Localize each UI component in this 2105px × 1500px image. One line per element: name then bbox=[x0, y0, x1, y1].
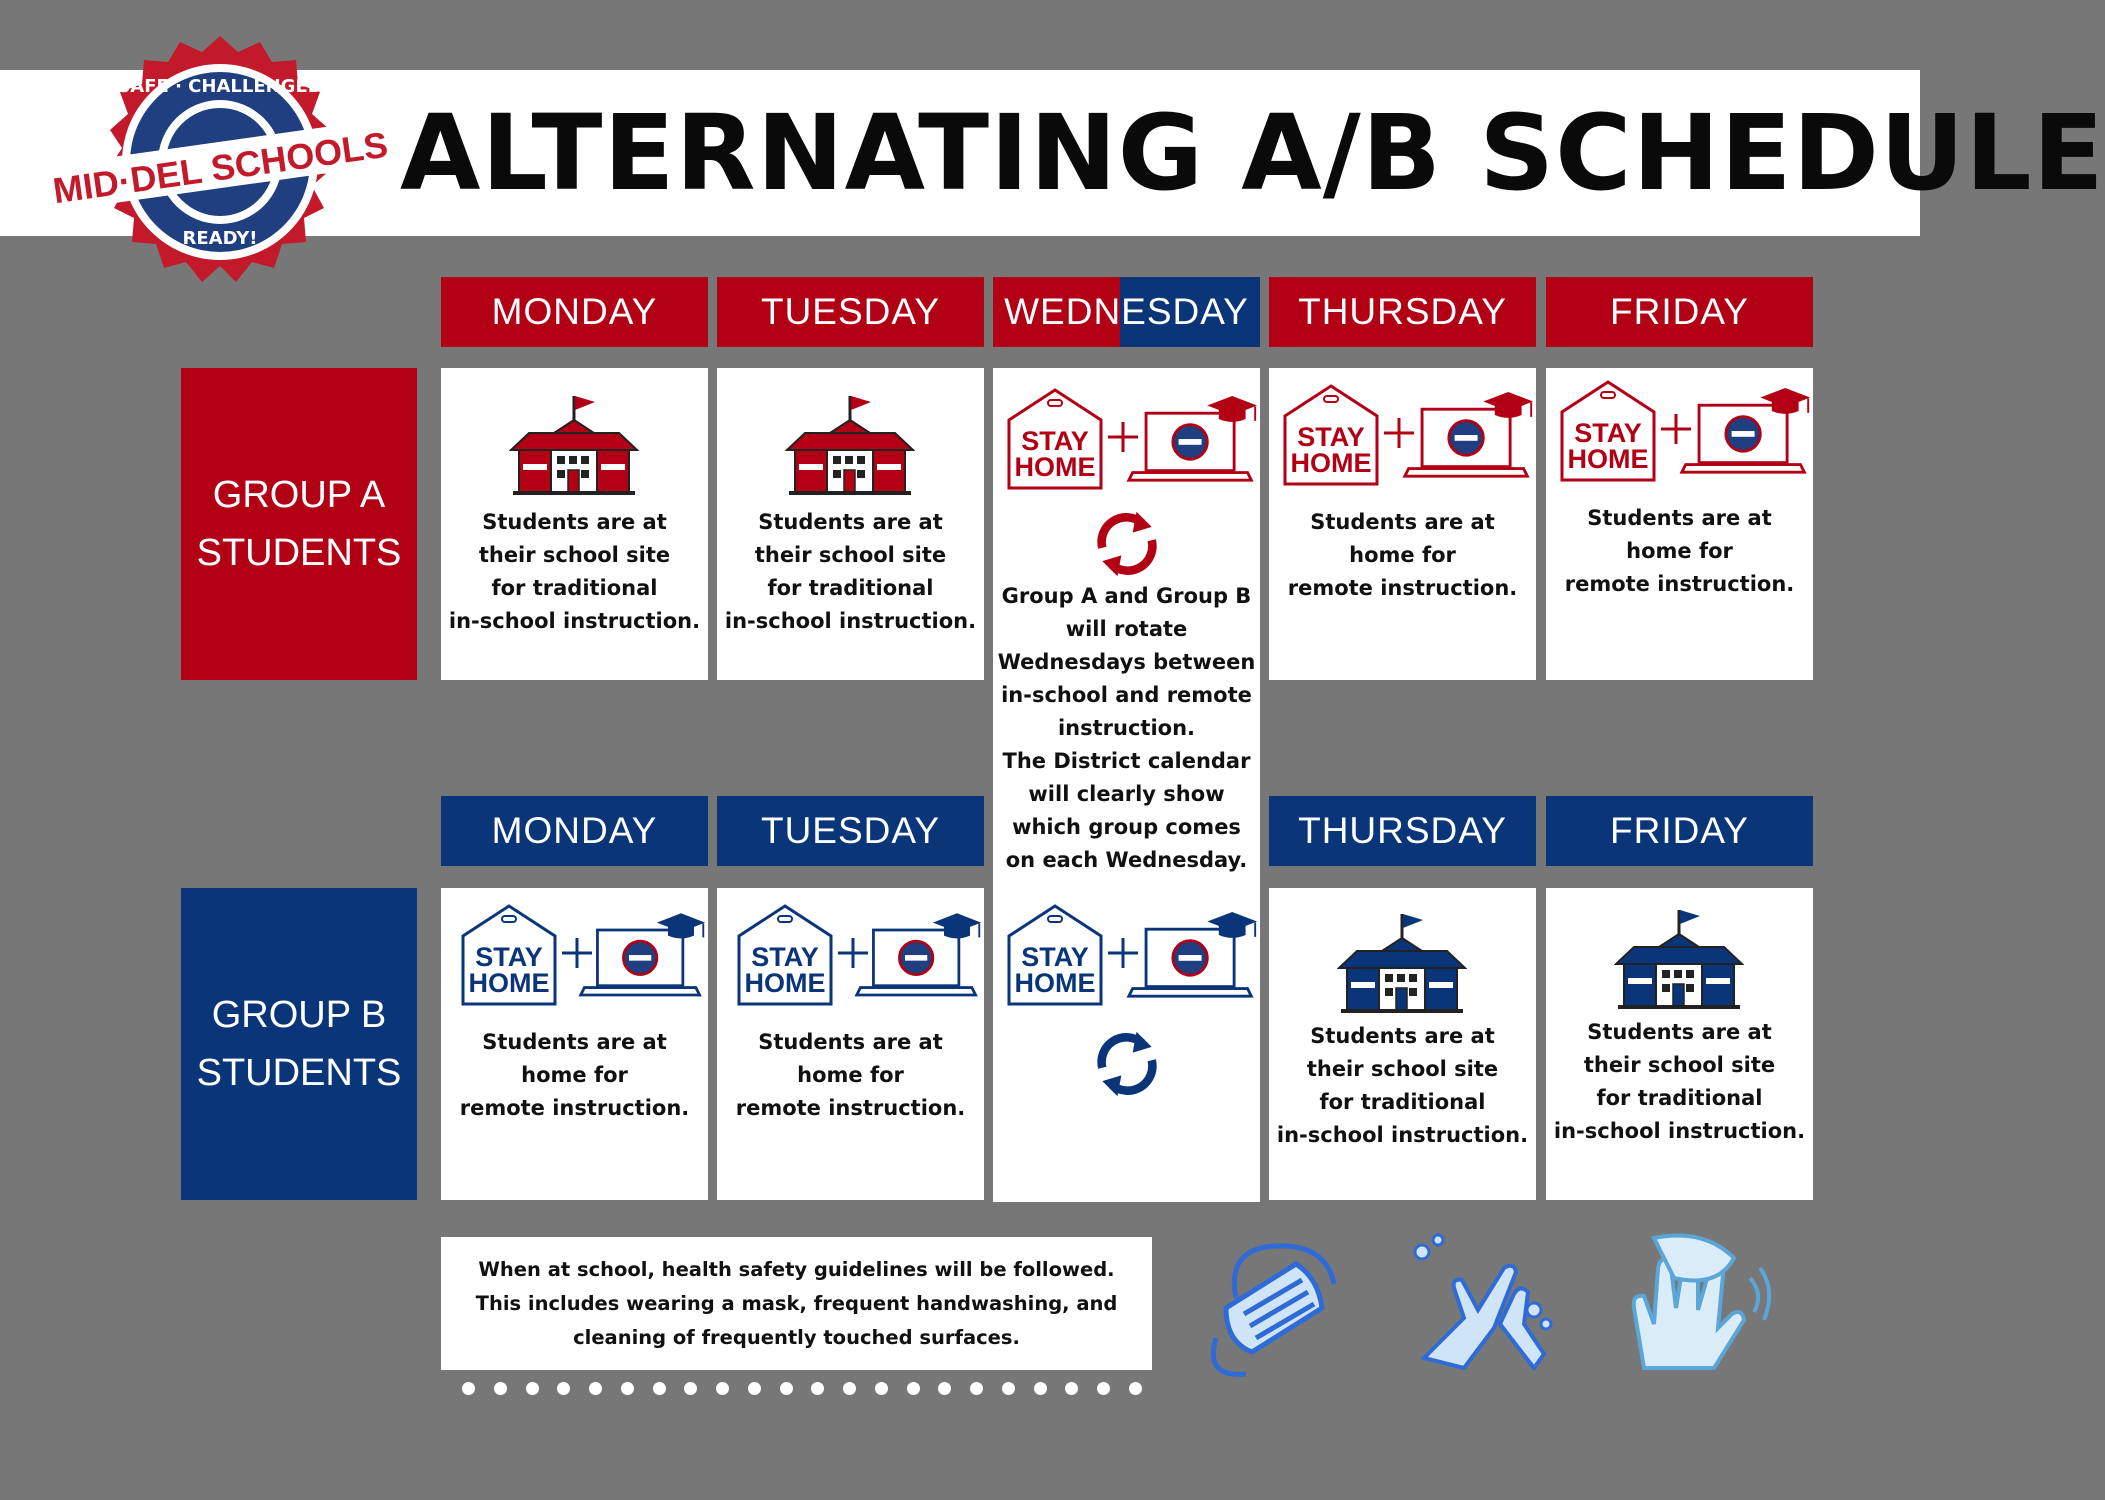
red-school-icon bbox=[785, 388, 915, 498]
group-a-day-friday: FRIDAY bbox=[1546, 277, 1813, 347]
dot bbox=[907, 1382, 920, 1395]
dot bbox=[684, 1382, 697, 1395]
dot bbox=[875, 1382, 888, 1395]
dot bbox=[843, 1382, 856, 1395]
dot bbox=[494, 1382, 507, 1395]
blue-laptop-icon bbox=[853, 908, 983, 1004]
group-a-tuesday-card: Students are at their school site for traditional in-school instruction. bbox=[717, 368, 984, 680]
group-b-label bbox=[181, 888, 417, 1200]
blue-rotate-icon bbox=[1089, 1026, 1165, 1102]
group-a-day-tuesday: TUESDAY bbox=[717, 277, 984, 347]
svg-text:STAY: STAY bbox=[1297, 422, 1365, 452]
group-a-day-wednesday: WEDNESDAY bbox=[993, 277, 1260, 347]
dot bbox=[970, 1382, 983, 1395]
group-a-day-thursday: THURSDAY bbox=[1269, 277, 1536, 347]
page-title: ALTERNATING A/B SCHEDULE bbox=[400, 92, 2105, 214]
group-a-label bbox=[181, 368, 417, 680]
blue-stay-home-icon bbox=[1005, 902, 1105, 1008]
red-stay-home-icon bbox=[1558, 378, 1658, 484]
red-laptop-icon bbox=[1125, 392, 1259, 488]
group-b-friday-card: Students are at their school site for traditional in-school instruction. bbox=[1546, 888, 1813, 1200]
dot bbox=[1034, 1382, 1047, 1395]
wednesday-card: STAY HOME Group A and Group B will rotate Wednesdays between in-school and remote instruction. The District calendar will clearly show which group comes on each Wednesday. STAY HOME bbox=[993, 368, 1260, 1202]
group-b-tuesday-card: STAY HOME Students are at home for remote instruction. bbox=[717, 888, 984, 1200]
group-b-day-friday: FRIDAY bbox=[1546, 796, 1813, 866]
logo-top-text: SAFE · CHALLENGED bbox=[117, 76, 323, 97]
svg-text:HOME: HOME bbox=[1290, 448, 1372, 478]
red-stay-home-icon bbox=[1005, 386, 1105, 492]
group-a-thursday-card: STAY HOME Students are at home for remote instruction. bbox=[1269, 368, 1536, 680]
dot bbox=[780, 1382, 793, 1395]
blue-school-icon bbox=[1337, 906, 1467, 1016]
red-rotate-icon bbox=[1089, 506, 1165, 582]
group-a-label-line1: GROUP A bbox=[212, 474, 386, 516]
blue-laptop-icon bbox=[1125, 908, 1259, 1004]
svg-text:STAY: STAY bbox=[1021, 426, 1089, 456]
dot bbox=[938, 1382, 951, 1395]
group-b-label-line1: GROUP B bbox=[211, 994, 387, 1036]
group-a-day-monday: MONDAY bbox=[441, 277, 708, 347]
group-b-thursday-card: Students are at their school site for traditional in-school instruction. bbox=[1269, 888, 1536, 1200]
group-b-day-monday: MONDAY bbox=[441, 796, 708, 866]
dot bbox=[557, 1382, 570, 1395]
red-laptop-icon bbox=[1678, 384, 1812, 480]
blue-stay-home-icon bbox=[735, 902, 835, 1008]
health-guidelines-note: When at school, health safety guidelines will be followed. This includes wearing a mask, frequent handwashing, and cleaning of frequently touched surfaces. bbox=[441, 1237, 1152, 1370]
red-stay-home-icon bbox=[1281, 382, 1381, 488]
red-laptop-icon bbox=[1401, 388, 1535, 484]
svg-text:HOME: HOME bbox=[744, 968, 826, 998]
red-school-icon bbox=[509, 388, 639, 498]
group-b-label-line2: STUDENTS bbox=[196, 1052, 402, 1094]
svg-text:STAY: STAY bbox=[1021, 942, 1089, 972]
group-b-monday-card: STAY HOME Students are at home for remote instruction. bbox=[441, 888, 708, 1200]
mid-del-schools-logo bbox=[50, 30, 391, 310]
dot bbox=[526, 1382, 539, 1395]
decorative-dots bbox=[462, 1382, 1142, 1396]
group-a-friday-card: STAY HOME Students are at home for remote instruction. bbox=[1546, 368, 1813, 680]
dot bbox=[589, 1382, 602, 1395]
blue-school-icon bbox=[1614, 902, 1744, 1012]
logo-name: MID·DEL SCHOOLS bbox=[50, 123, 391, 212]
dot bbox=[811, 1382, 824, 1395]
group-b-day-tuesday: TUESDAY bbox=[717, 796, 984, 866]
handwashing-icon bbox=[1404, 1228, 1554, 1378]
group-a-monday-card: Students are at their school site for traditional in-school instruction. bbox=[441, 368, 708, 680]
dot bbox=[716, 1382, 729, 1395]
logo-bottom-text: READY! bbox=[182, 228, 258, 249]
dot bbox=[621, 1382, 634, 1395]
wiping-hand-icon bbox=[1614, 1228, 1774, 1378]
svg-text:HOME: HOME bbox=[1014, 452, 1096, 482]
svg-text:STAY: STAY bbox=[1574, 418, 1642, 448]
group-b-day-thursday: THURSDAY bbox=[1269, 796, 1536, 866]
dot bbox=[653, 1382, 666, 1395]
mask-icon bbox=[1196, 1228, 1346, 1378]
svg-text:HOME: HOME bbox=[1567, 444, 1649, 474]
group-a-label-line2: STUDENTS bbox=[196, 532, 402, 574]
dot bbox=[1097, 1382, 1110, 1395]
blue-stay-home-icon bbox=[459, 902, 559, 1008]
dot bbox=[748, 1382, 761, 1395]
svg-text:HOME: HOME bbox=[1014, 968, 1096, 998]
dot bbox=[1065, 1382, 1078, 1395]
dot bbox=[1002, 1382, 1015, 1395]
dot bbox=[1129, 1382, 1142, 1395]
svg-text:HOME: HOME bbox=[468, 968, 550, 998]
dot bbox=[462, 1382, 475, 1395]
blue-laptop-icon bbox=[577, 908, 707, 1004]
svg-text:STAY: STAY bbox=[475, 942, 543, 972]
svg-text:STAY: STAY bbox=[751, 942, 819, 972]
